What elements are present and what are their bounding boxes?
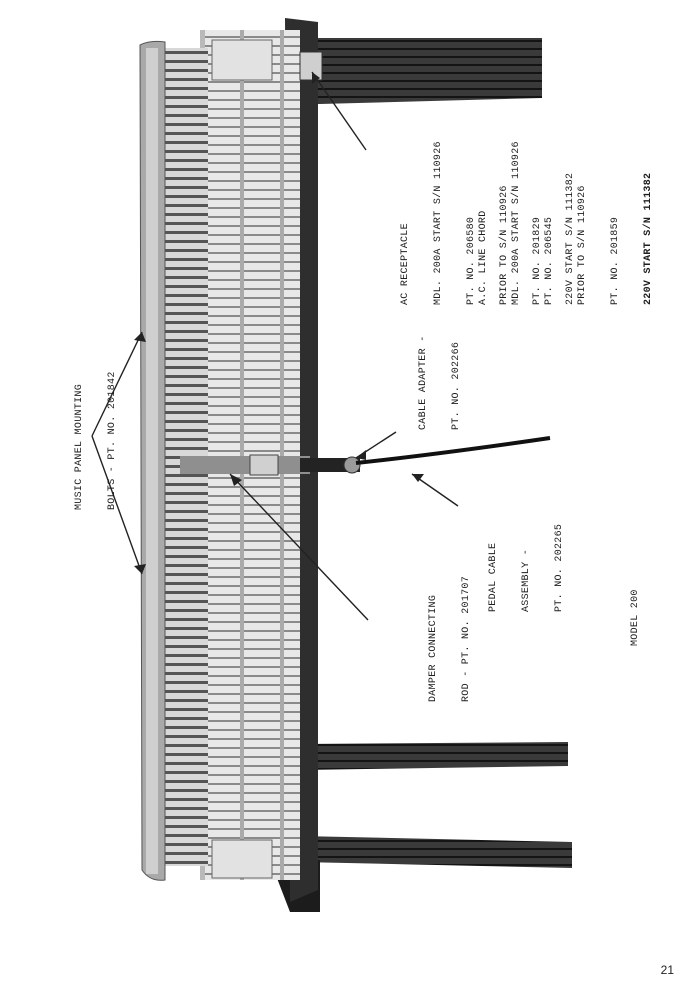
damper-mechanism bbox=[180, 455, 360, 475]
page-number: 21 bbox=[660, 963, 674, 977]
ac-receptacle-part bbox=[300, 52, 322, 80]
label-ac-receptacle: AC RECEPTACLE MDL. 200A START S/N 110926 PT. NO. 206580 PRIOR TO S/N 110926 PT. NO. 201829 220V START S/N 111382 bbox=[400, 141, 576, 305]
end-bracket-bottom bbox=[212, 840, 272, 878]
label-damper-rod: DAMPER CONNECTING ROD - PT. NO. 201707 bbox=[428, 575, 472, 702]
end-bracket-top bbox=[212, 40, 272, 80]
label-ac-line-chord: A.C. LINE CHORD MDL. 200A START S/N 110926 PT. NO. 206545 PRIOR TO S/N 110926 PT. NO. 201859 220V START S/N 111382 bbox=[478, 141, 654, 305]
label-cable-adapter: CABLE ADAPTER - PT. NO. 202266 bbox=[418, 335, 462, 430]
label-model: MODEL 200 bbox=[630, 589, 641, 646]
label-music-panel: MUSIC PANEL MOUNTING BOLTS - PT. NO. 201842 bbox=[74, 371, 118, 510]
pedal-cable bbox=[356, 438, 550, 463]
label-pedal-cable: PEDAL CABLE ASSEMBLY - PT. NO. 202265 bbox=[488, 523, 565, 612]
